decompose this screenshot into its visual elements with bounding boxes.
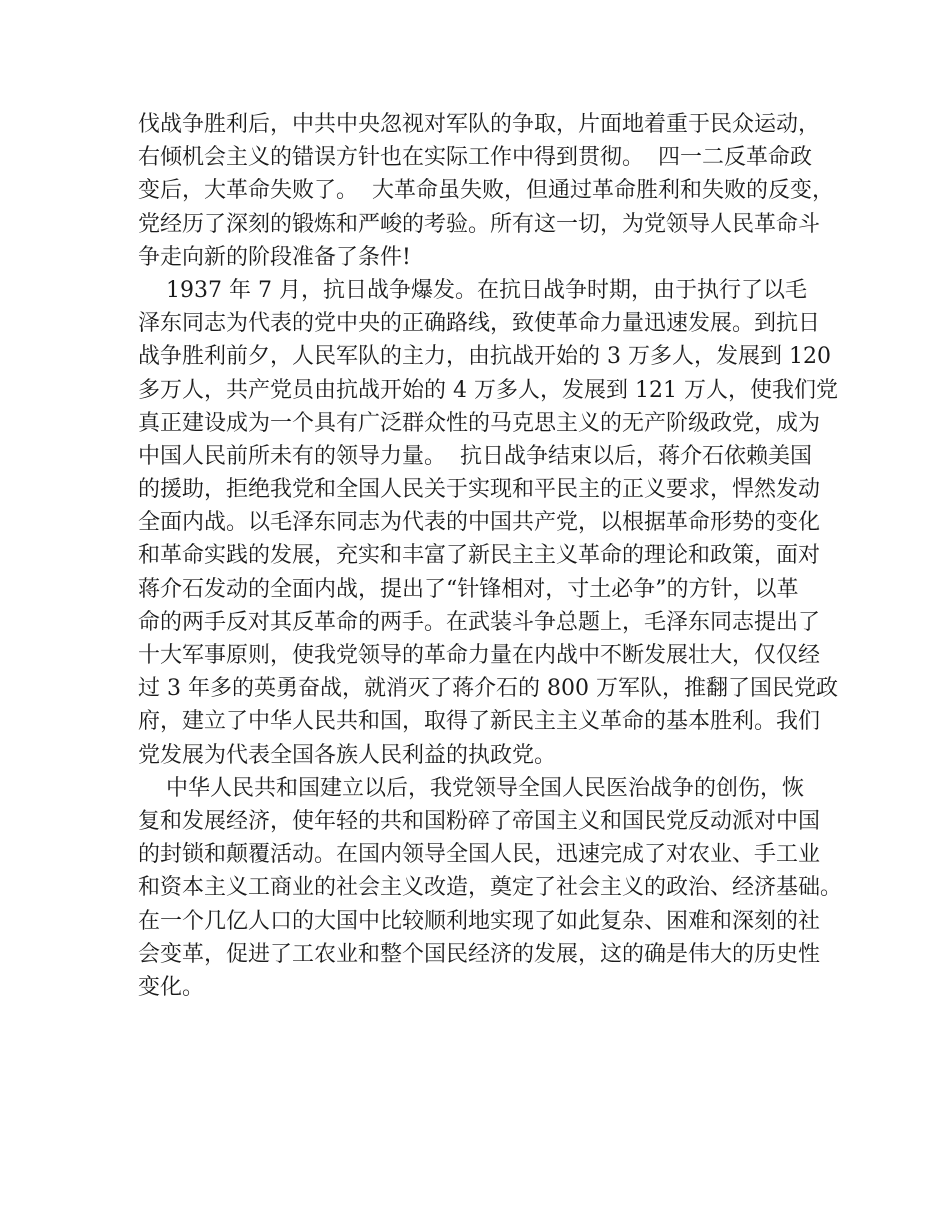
text-line-8: 战争胜利前夕，人民军队的主力，由抗战开始的 3 万多人，发展到 120 [138,344,831,370]
text-line-16: 命的两手反对其反革命的两手。在武装斗争总题上，毛泽东同志提出了 [138,609,821,635]
text-line-25: 在一个几亿人口的大国中比较顺利地实现了如此复杂、困难和深刻的社 [138,908,821,934]
text-line-19: 府，建立了中华人民共和国，取得了新民主主义革命的基本胜利。我们 [138,709,821,735]
text-line-11: 中国人民前所未有的领导力量。 抗日战争结束以后，蒋介石依赖美国 [138,443,812,469]
text-line-4: 党经历了深刻的锻炼和严峻的考验。所有这一切，为党领导人民革命斗 [138,211,821,237]
text-line-22: 复和发展经济，使年轻的共和国粉碎了帝国主义和国民党反动派对中国 [138,808,821,834]
text-line-24: 和资本主义工商业的社会主义改造，奠定了社会主义的政治、经济基础。 [138,875,843,901]
text-line-12: 的援助，拒绝我党和全国人民关于实现和平民主的正义要求，悍然发动 [138,477,821,503]
text-line-15: 蒋介石发动的全面内战，提出了“针锋相对，寸土必争”的方针，以革 [138,576,799,602]
text-line-9: 多万人，共产党员由抗战开始的 4 万多人，发展到 121 万人，使我们党 [138,377,838,403]
text-line-14: 和革命实践的发展，充实和丰富了新民主主义革命的理论和政策，面对 [138,543,821,569]
text-line-1: 伐战争胜利后，中共中央忽视对军队的争取，片面地着重于民众运动， [138,112,821,137]
text-line-26: 会变革，促进了工农业和整个国民经济的发展，这的确是伟大的历史性 [138,941,821,967]
text-line-5: 争走向新的阶段准备了条件! [138,244,411,270]
text-line-21: 中华人民共和国建立以后，我党领导全国人民医治战争的创伤，恢 [138,775,804,801]
text-line-7: 泽东同志为代表的党中央的正确路线，致使革命力量迅速发展。到抗日 [138,311,821,337]
text-line-18: 过 3 年多的英勇奋战，就消灭了蒋介石的 800 万军队，推翻了国民党政 [138,676,838,702]
text-line-13: 全面内战。以毛泽东同志为代表的中国共产党，以根据革命形势的变化 [138,510,821,536]
text-line-17: 十大军事原则，使我党领导的革命力量在内战中不断发展壮大，仅仅经 [138,643,821,668]
text-line-20: 党发展为代表全国各族人民利益的执政党。 [138,742,557,768]
text-line-6: 1937 年 7 月，抗日战争爆发。在抗日战争时期，由于执行了以毛 [138,277,807,303]
text-line-27: 变化。 [138,974,205,1000]
text-line-3: 变后，大革命失败了。 大革命虽失败，但通过革命胜利和失败的反变， [138,178,834,204]
text-line-2: 右倾机会主义的错误方针也在实际工作中得到贯彻。 四一二反革命政 [138,145,812,171]
document-page [138,108,843,1004]
text-line-23: 的封锁和颠覆活动。在国内领导全国人民，迅速完成了对农业、手工业 [138,842,821,868]
text-line-10: 真正建设成为一个具有广泛群众性的马克思主义的无产阶级政党，成为 [138,410,821,436]
